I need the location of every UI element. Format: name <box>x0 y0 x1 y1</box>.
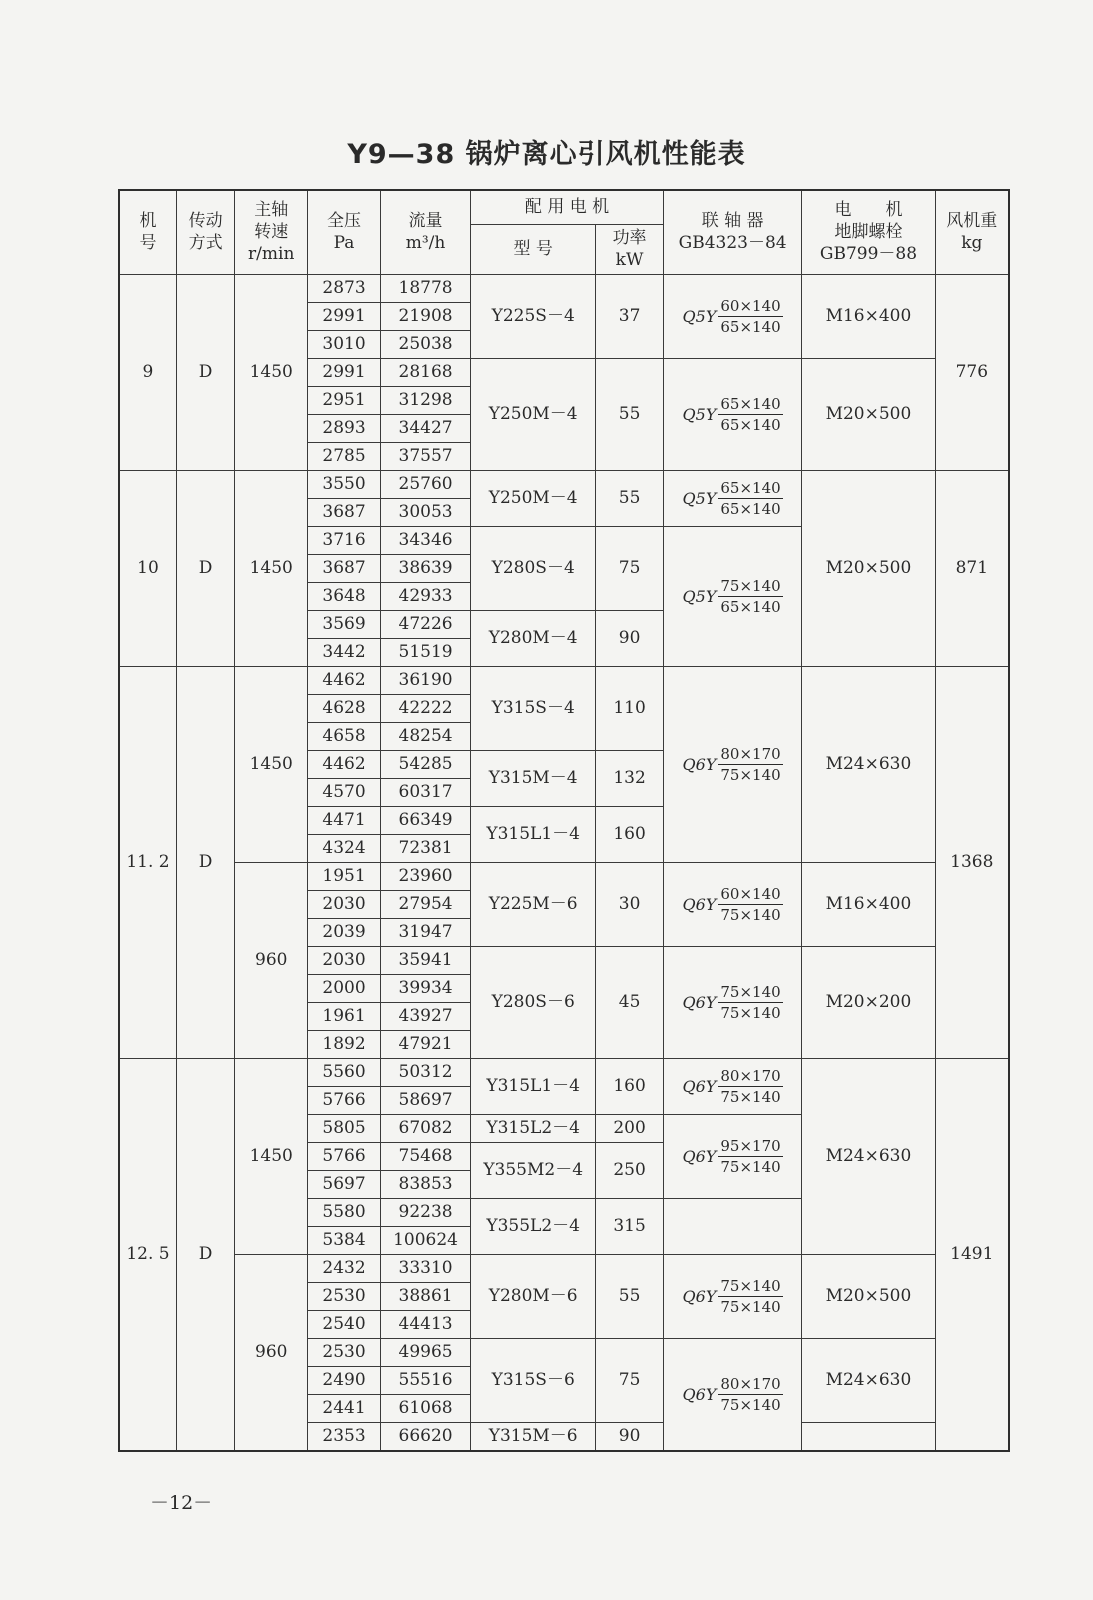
motor-power-cell: 132 <box>596 750 664 806</box>
pressure-cell: 3687 <box>308 498 381 526</box>
coupling-cell <box>663 274 801 358</box>
pressure-cell: 2441 <box>308 1394 381 1422</box>
flow-cell: 66349 <box>380 806 470 834</box>
coupling-spec: Q6Y $\frac{80\times 170}{75\times 140}$ <box>682 1066 781 1106</box>
header-pressure: 全压 Pa <box>308 190 381 274</box>
pressure-cell: 4471 <box>308 806 381 834</box>
bolt-cell: M16×400 <box>802 862 935 946</box>
flow-cell: 48254 <box>380 722 470 750</box>
motor-power-cell: 30 <box>596 862 664 946</box>
coupling-cell <box>663 1338 801 1451</box>
pressure-cell: 5766 <box>308 1086 381 1114</box>
flow-cell: 47226 <box>380 610 470 638</box>
drive-cell: D <box>176 1058 234 1451</box>
header-model: 型 号 <box>471 224 596 274</box>
motor-power-cell: 90 <box>596 610 664 666</box>
flow-cell: 51519 <box>380 638 470 666</box>
coupling-spec: Q5Y $\frac{75\times 140}{65\times 140}$ <box>682 576 781 616</box>
machine-no-cell: 11. 2 <box>119 666 176 1058</box>
drive-cell: D <box>176 470 234 666</box>
table-row <box>119 274 1009 302</box>
bolt-cell: M24×630 <box>802 666 935 862</box>
flow-cell: 44413 <box>380 1310 470 1338</box>
bolt-cell: M20×500 <box>802 358 935 470</box>
header-coupling: 联 轴 器 GB4323－84 <box>663 190 801 274</box>
flow-cell: 37557 <box>380 442 470 470</box>
pressure-cell: 2893 <box>308 414 381 442</box>
pressure-cell: 2873 <box>308 274 381 302</box>
flow-cell: 92238 <box>380 1198 470 1226</box>
flow-cell: 75468 <box>380 1142 470 1170</box>
pressure-cell: 3010 <box>308 330 381 358</box>
motor-model-cell: Y315S－6 <box>471 1338 596 1422</box>
machine-no-cell: 12. 5 <box>119 1058 176 1451</box>
pressure-cell: 1951 <box>308 862 381 890</box>
speed-cell: 960 <box>235 1254 308 1451</box>
flow-cell: 49965 <box>380 1338 470 1366</box>
coupling-cell <box>663 1198 801 1254</box>
table-row <box>119 862 1009 890</box>
flow-cell: 27954 <box>380 890 470 918</box>
header-bolt: 电 机 地脚螺栓 GB799－88 <box>802 190 935 274</box>
pressure-cell: 4462 <box>308 666 381 694</box>
flow-cell: 72381 <box>380 834 470 862</box>
motor-model-cell: Y280S－6 <box>471 946 596 1058</box>
header-speed: 主轴 转速 r/min <box>235 190 308 274</box>
flow-cell: 36190 <box>380 666 470 694</box>
coupling-cell <box>663 526 801 666</box>
motor-model-cell: Y315L1－4 <box>471 1058 596 1114</box>
pressure-cell: 2030 <box>308 946 381 974</box>
motor-model-cell: Y225M－6 <box>471 862 596 946</box>
coupling-cell <box>663 1254 801 1338</box>
flow-cell: 60317 <box>380 778 470 806</box>
motor-model-cell: Y250M－4 <box>471 470 596 526</box>
pressure-cell: 4324 <box>308 834 381 862</box>
flow-cell: 25038 <box>380 330 470 358</box>
weight-cell: 1491 <box>935 1058 1009 1451</box>
pressure-cell: 2030 <box>308 890 381 918</box>
pressure-cell: 3716 <box>308 526 381 554</box>
pressure-cell: 2530 <box>308 1282 381 1310</box>
flow-cell: 66620 <box>380 1422 470 1451</box>
coupling-cell <box>663 1114 801 1198</box>
pressure-cell: 2991 <box>308 302 381 330</box>
header-motor: 配 用 电 机 <box>471 190 664 224</box>
motor-power-cell: 200 <box>596 1114 664 1142</box>
performance-table <box>118 189 1010 1452</box>
flow-cell: 34427 <box>380 414 470 442</box>
table-row <box>119 470 1009 498</box>
flow-cell: 30053 <box>380 498 470 526</box>
flow-cell: 67082 <box>380 1114 470 1142</box>
coupling-spec: Q6Y $\frac{75\times 140}{75\times 140}$ <box>682 982 781 1022</box>
motor-power-cell: 110 <box>596 666 664 750</box>
coupling-spec: Q6Y $\frac{95\times 170}{75\times 140}$ <box>682 1136 781 1176</box>
flow-cell: 39934 <box>380 974 470 1002</box>
bolt-cell <box>802 1422 935 1451</box>
motor-model-cell: Y315M－4 <box>471 750 596 806</box>
motor-model-cell: Y315L1－4 <box>471 806 596 862</box>
weight-cell: 776 <box>935 274 1009 470</box>
flow-cell: 25760 <box>380 470 470 498</box>
coupling-spec: Q5Y $\frac{60\times 140}{65\times 140}$ <box>682 296 781 336</box>
pressure-cell: 2039 <box>308 918 381 946</box>
pressure-cell: 3648 <box>308 582 381 610</box>
flow-cell: 31947 <box>380 918 470 946</box>
motor-power-cell: 55 <box>596 1254 664 1338</box>
motor-model-cell: Y225S－4 <box>471 274 596 358</box>
speed-cell: 960 <box>235 862 308 1058</box>
pressure-cell: 2353 <box>308 1422 381 1451</box>
table-row <box>119 1254 1009 1282</box>
pressure-cell: 5805 <box>308 1114 381 1142</box>
flow-cell: 83853 <box>380 1170 470 1198</box>
pressure-cell: 5766 <box>308 1142 381 1170</box>
motor-power-cell: 55 <box>596 358 664 470</box>
coupling-cell <box>663 946 801 1058</box>
pressure-cell: 3687 <box>308 554 381 582</box>
motor-model-cell: Y355L2－4 <box>471 1198 596 1254</box>
motor-power-cell: 37 <box>596 274 664 358</box>
header-weight: 风机重 kg <box>935 190 1009 274</box>
motor-model-cell: Y280M－4 <box>471 610 596 666</box>
pressure-cell: 2785 <box>308 442 381 470</box>
bolt-cell: M20×500 <box>802 1254 935 1338</box>
flow-cell: 42222 <box>380 694 470 722</box>
bolt-cell: M16×400 <box>802 274 935 358</box>
flow-cell: 38639 <box>380 554 470 582</box>
page-title: Y9—38 锅炉离心引风机性能表 <box>347 139 746 170</box>
drive-cell: D <box>176 274 234 470</box>
pressure-cell: 3442 <box>308 638 381 666</box>
header-machine-no: 机 号 <box>119 190 176 274</box>
flow-cell: 21908 <box>380 302 470 330</box>
speed-cell: 1450 <box>235 666 308 862</box>
motor-power-cell: 90 <box>596 1422 664 1451</box>
flow-cell: 35941 <box>380 946 470 974</box>
coupling-spec: Q6Y $\frac{60\times 140}{75\times 140}$ <box>682 884 781 924</box>
motor-model-cell: Y315S－4 <box>471 666 596 750</box>
motor-model-cell: Y250M－4 <box>471 358 596 470</box>
machine-no-cell: 9 <box>119 274 176 470</box>
header-flow: 流量 m³/h <box>380 190 470 274</box>
coupling-cell <box>663 666 801 862</box>
flow-cell: 58697 <box>380 1086 470 1114</box>
pressure-cell: 2432 <box>308 1254 381 1282</box>
header-power: 功率 kW <box>596 224 664 274</box>
pressure-cell: 3550 <box>308 470 381 498</box>
coupling-cell <box>663 1058 801 1114</box>
flow-cell: 100624 <box>380 1226 470 1254</box>
motor-model-cell: Y315M－6 <box>471 1422 596 1451</box>
pressure-cell: 2530 <box>308 1338 381 1366</box>
flow-cell: 42933 <box>380 582 470 610</box>
flow-cell: 47921 <box>380 1030 470 1058</box>
header-drive: 传动 方式 <box>176 190 234 274</box>
motor-power-cell: 75 <box>596 526 664 610</box>
table-row <box>119 1058 1009 1086</box>
motor-model-cell: Y355M2－4 <box>471 1142 596 1198</box>
flow-cell: 31298 <box>380 386 470 414</box>
pressure-cell: 3569 <box>308 610 381 638</box>
pressure-cell: 4462 <box>308 750 381 778</box>
pressure-cell: 5560 <box>308 1058 381 1086</box>
motor-power-cell: 55 <box>596 470 664 526</box>
motor-power-cell: 250 <box>596 1142 664 1198</box>
weight-cell: 871 <box>935 470 1009 666</box>
flow-cell: 18778 <box>380 274 470 302</box>
bolt-cell: M20×200 <box>802 946 935 1058</box>
motor-model-cell: Y280M－6 <box>471 1254 596 1338</box>
table-body <box>119 274 1009 1451</box>
flow-cell: 55516 <box>380 1366 470 1394</box>
pressure-cell: 5580 <box>308 1198 381 1226</box>
coupling-spec: Q6Y $\frac{80\times 170}{75\times 140}$ <box>682 744 781 784</box>
weight-cell: 1368 <box>935 666 1009 1058</box>
coupling-spec: Q6Y $\frac{80\times 170}{75\times 140}$ <box>682 1374 781 1414</box>
motor-model-cell: Y315L2－4 <box>471 1114 596 1142</box>
pressure-cell: 2540 <box>308 1310 381 1338</box>
flow-cell: 33310 <box>380 1254 470 1282</box>
pressure-cell: 2991 <box>308 358 381 386</box>
machine-no-cell: 10 <box>119 470 176 666</box>
pressure-cell: 2951 <box>308 386 381 414</box>
pressure-cell: 1961 <box>308 1002 381 1030</box>
pressure-cell: 5384 <box>308 1226 381 1254</box>
coupling-spec: Q6Y $\frac{75\times 140}{75\times 140}$ <box>682 1276 781 1316</box>
page-number: －12－ <box>150 1492 213 1514</box>
flow-cell: 38861 <box>380 1282 470 1310</box>
motor-power-cell: 75 <box>596 1338 664 1422</box>
coupling-spec: Q5Y $\frac{65\times 140}{65\times 140}$ <box>682 394 781 434</box>
pressure-cell: 4628 <box>308 694 381 722</box>
motor-power-cell: 160 <box>596 1058 664 1114</box>
pressure-cell: 2490 <box>308 1366 381 1394</box>
flow-cell: 54285 <box>380 750 470 778</box>
bolt-cell: M24×630 <box>802 1058 935 1254</box>
flow-cell: 23960 <box>380 862 470 890</box>
coupling-cell <box>663 470 801 526</box>
flow-cell: 50312 <box>380 1058 470 1086</box>
pressure-cell: 5697 <box>308 1170 381 1198</box>
table-row <box>119 666 1009 694</box>
motor-power-cell: 45 <box>596 946 664 1058</box>
pressure-cell: 4658 <box>308 722 381 750</box>
flow-cell: 43927 <box>380 1002 470 1030</box>
flow-cell: 61068 <box>380 1394 470 1422</box>
pressure-cell: 4570 <box>308 778 381 806</box>
speed-cell: 1450 <box>235 274 308 470</box>
bolt-cell: M20×500 <box>802 470 935 666</box>
speed-cell: 1450 <box>235 1058 308 1254</box>
coupling-cell <box>663 358 801 470</box>
motor-model-cell: Y280S－4 <box>471 526 596 610</box>
flow-cell: 34346 <box>380 526 470 554</box>
pressure-cell: 2000 <box>308 974 381 1002</box>
motor-power-cell: 160 <box>596 806 664 862</box>
bolt-cell: M24×630 <box>802 1338 935 1422</box>
motor-power-cell: 315 <box>596 1198 664 1254</box>
pressure-cell: 1892 <box>308 1030 381 1058</box>
flow-cell: 28168 <box>380 358 470 386</box>
drive-cell: D <box>176 666 234 1058</box>
coupling-cell <box>663 862 801 946</box>
coupling-spec: Q5Y $\frac{65\times 140}{65\times 140}$ <box>682 478 781 518</box>
speed-cell: 1450 <box>235 470 308 666</box>
